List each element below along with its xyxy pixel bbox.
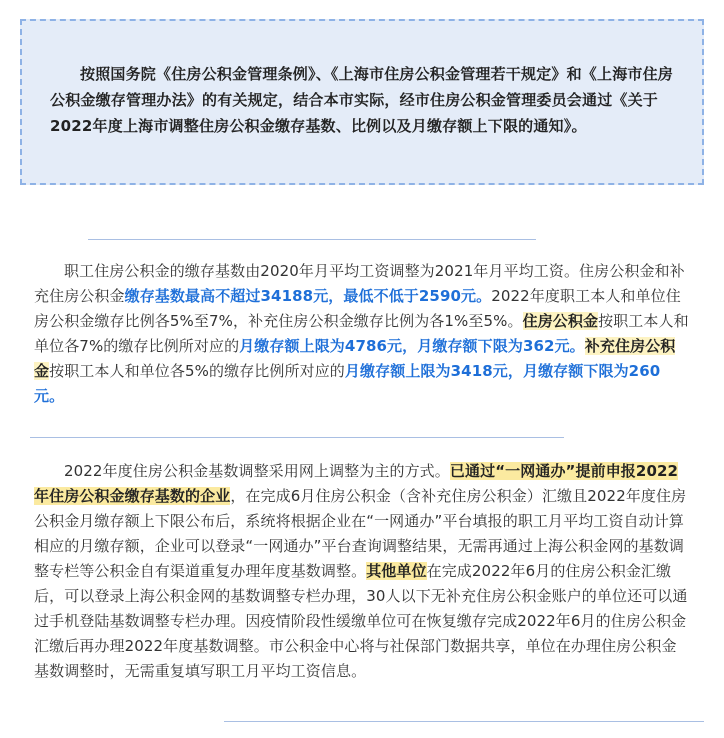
housing-fund-ratio-text: 按职工本人和单位各7%的缴存比例所对应的	[34, 312, 689, 355]
base-adjust-text: 职工住房公积金的缴存基数由2020年月平均工资调整为2021年月平均工资。住房公积金和补充住房公积金	[34, 262, 685, 305]
housing-fund-label: 住房公积金	[522, 312, 599, 330]
pre-declared-enterprise-highlight: 已通过“一网通办”提前申报2022年住房公积金缴存基数的企业	[34, 462, 679, 505]
section-online-adjustment	[34, 459, 690, 684]
supplementary-fund-limit-highlight: 月缴存额上限为3418元，月缴存额下限为260元。	[34, 362, 661, 405]
base-limit-highlight: 缴存基数最高不超过34188元，最低不低于2590元。	[124, 287, 492, 305]
online-method-text: 2022年度住房公积金基数调整采用网上调整为主的方式。	[64, 462, 450, 480]
housing-fund-limit-highlight: 月缴存额上限为4786元，月缴存额下限为362元。	[239, 337, 585, 355]
intro-notice-box	[20, 19, 704, 185]
section-contribution-base	[34, 259, 690, 409]
auto-calculation-text: ，在完成6月住房公积金（含补充住房公积金）汇缴且2022年度住房公积金月缴存额上下限公布后，系统将根据企业在“一网通办”平台填报的职工月平均工资自动计算相应的月缴存额，企业可以登录“一网通办”平台查询调整结果，无需再通过上海公积金网的基数调整专栏等公积金自有渠道重复办理年度基数调整。	[34, 487, 687, 580]
supplementary-fund-label: 补充住房公积金	[34, 337, 676, 380]
divider-3	[224, 721, 704, 722]
supplementary-fund-ratio-text: 按职工本人和单位各5%的缴存比例所对应的	[49, 362, 345, 380]
ratio-text: 2022年度职工本人和单位住房公积金缴存比例各5%至7%，补充住房公积金缴存比例为各1%至5%。	[34, 287, 681, 330]
other-units-highlight: 其他单位	[366, 562, 427, 580]
other-units-text: 在完成2022年6月的住房公积金汇缴后，可以登录上海公积金网的基数调整专栏办理，30人以下无补充住房公积金账户的单位还可以通过手机登陆基数调整专栏办理。因疫情阶段性缓缴单位可在恢复缴存完成2022年6月的住房公积金汇缴后再办理2022年度基数调整。市公积金中心将与社保部门数据共享，单位在办理住房公积金基数调整时，无需重复填写职工月平均工资信息。	[34, 562, 688, 680]
intro-text: 按照国务院《住房公积金管理条例》、《上海市住房公积金管理若干规定》和《上海市住房公积金缴存管理办法》的有关规定，结合本市实际，经市住房公积金管理委员会通过《关于2022年度上海市调整住房公积金缴存基数、比例以及月缴存额上下限的通知》。	[50, 65, 674, 135]
divider-1	[88, 239, 536, 240]
divider-2	[30, 437, 564, 438]
